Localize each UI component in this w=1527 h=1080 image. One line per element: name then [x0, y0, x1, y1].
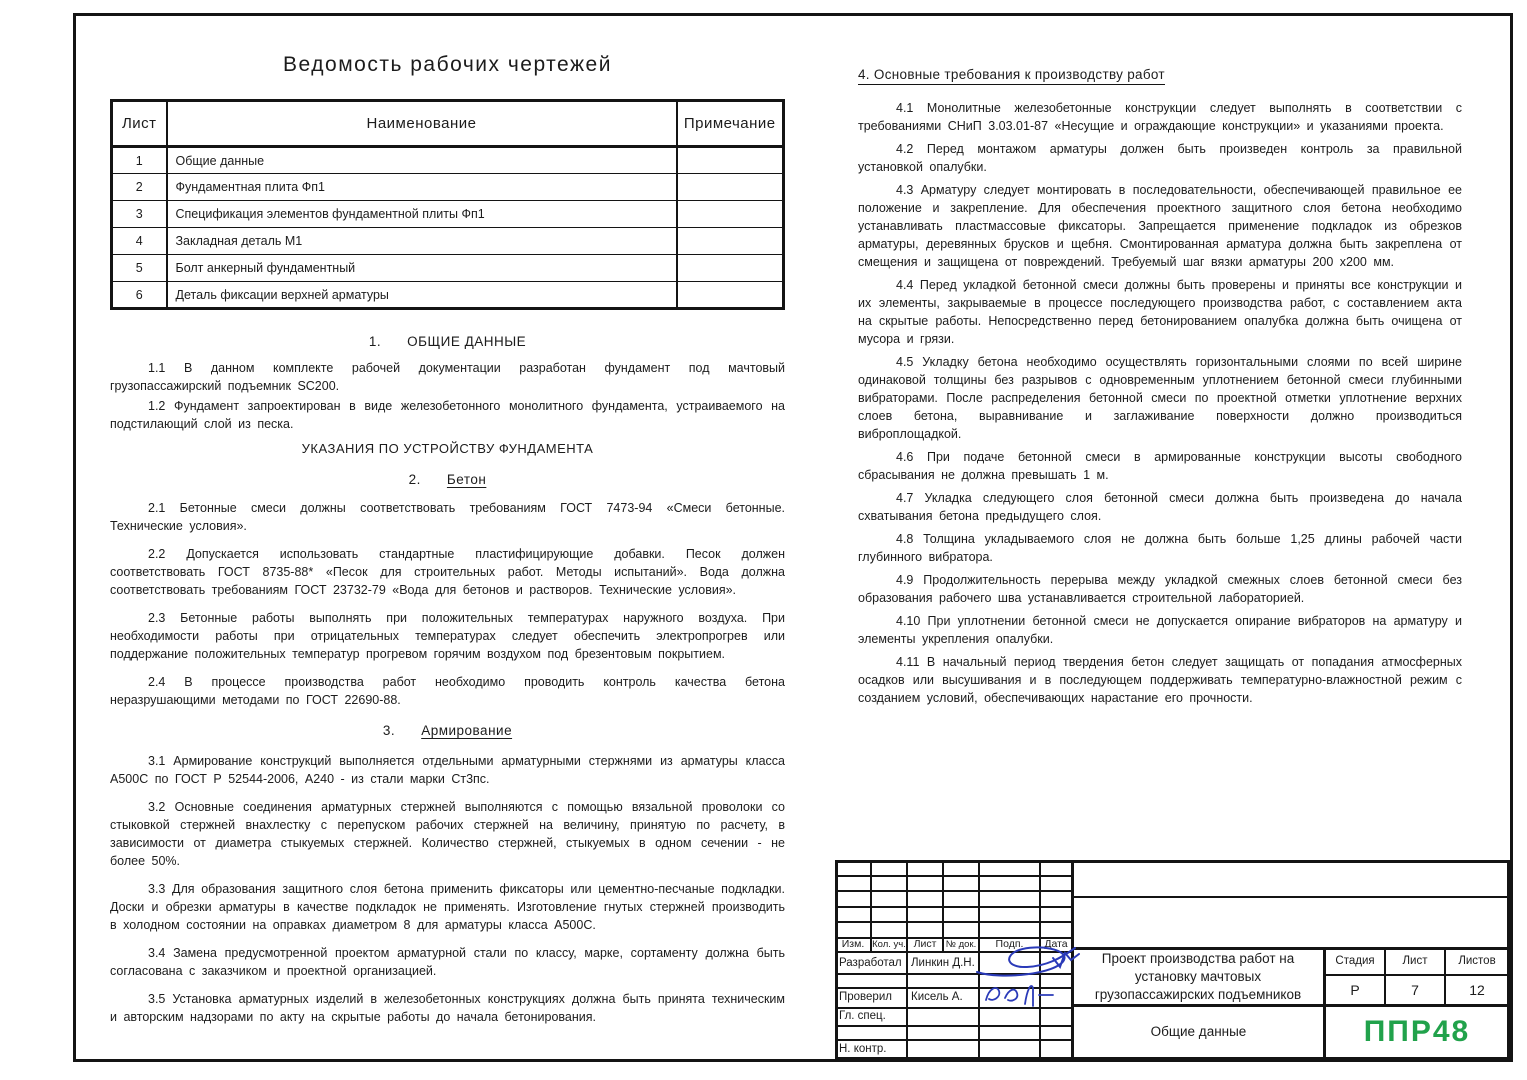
paragraph-1-1: 1.1 В данном комплекте рабочей документации разработан фундамент под мачтовый грузопассажирский подъемник SC200. — [110, 361, 785, 393]
section-2-heading — [110, 472, 785, 487]
grid-line — [835, 875, 1072, 877]
section-number: 1. — [368, 334, 382, 349]
sheet-note — [677, 282, 784, 309]
sheet-number: 1 — [112, 147, 167, 174]
section-3-heading — [110, 723, 785, 738]
paragraph-4-9: 4.9 Продолжительность перерыва между укладкой смежных слоев бетонной смеси без образования рабочего шва устанавливается строительной лабораторией. — [858, 573, 1462, 605]
sheet-number: 5 — [112, 255, 167, 282]
revision-header-izm: Изм. — [841, 938, 865, 950]
instructions-heading: УКАЗАНИЯ ПО УСТРОЙСТВУ ФУНДАМЕНТА — [301, 441, 594, 456]
sheet-number: 6 — [112, 282, 167, 309]
paragraph-4-5: 4.5 Укладку бетона необходимо осуществлять горизонтальными слоями по всей ширине одинаковой толщины без разрывов с одновременным уплотнением бетонной смеси глубинными вибраторами. После распределения бетонной смеси по проектной отметки уплотнение верхних слоев бетона, выравнивание и заглаживание поверхности должно производиться виброплощадкой. — [858, 355, 1462, 441]
paragraph-2-1: 2.1 Бетонные смеси должны соответствовать требованиям ГОСТ 7473-94 «Смеси бетонные. Технические условия». — [110, 501, 785, 533]
paragraph-2-3: 2.3 Бетонные работы выполнять при положительных температурах наружного воздуха. При необходимости работы при отрицательных температурах следует обеспечить электропрогрев или поддержание положительных температур прогревом горячим воздухом под брезентовым покрытием. — [110, 611, 785, 661]
stage-value: Р — [1350, 982, 1360, 998]
paragraph-4-8: 4.8 Толщина укладываемого слоя не должна быть больше 1,25 длины рабочей части глубинного вибратора. — [858, 532, 1462, 564]
grid-line — [835, 1025, 1072, 1027]
paragraph-2-4: 2.4 В процессе производства работ необходимо проводить контроль качества бетона неразрушающими методами по ГОСТ 22690-88. — [110, 675, 785, 707]
sheet-name: Фундаментная плита Фп1 — [167, 174, 677, 201]
table-row — [112, 228, 784, 255]
paragraph-1-2: 1.2 Фундамент запроектирован в виде железобетонного монолитного фундамента, устраиваемого на подстилающий слой из песка. — [110, 399, 785, 431]
project-title: Проект производства работ на установку мачтовых грузопассажирских подъемников — [1094, 951, 1302, 1002]
role-chief-label: Гл. спец. — [839, 1010, 886, 1022]
sheet-note — [677, 228, 784, 255]
paragraph-2-2: 2.2 Допускается использовать стандартные пластифицирующие добавки. Песок должен соответствовать ГОСТ 8735-88* «Песок для строительных работ. Методы испытаний». Вода должна соответствовать требованиям ГОСТ 23732-79 «Вода для бетонов и растворов. Технические условия». — [110, 547, 785, 597]
left-column — [110, 13, 785, 1036]
paragraph-4-4: 4.4 Перед укладкой бетонной смеси должны быть проверены и приняты все конструкции и их элементы, закрываемые в процессе последующего производства работ, с составлением акта на скрытые работы. Непосредственно перед бетонированием опалубка должна быть очищена от мусора и грязи. — [858, 278, 1462, 346]
table-header-row — [112, 101, 784, 147]
section-number: 3. — [382, 723, 396, 738]
grid-line — [835, 890, 1072, 892]
revision-header-sign: Подп. — [995, 938, 1024, 950]
sheet-number: 3 — [112, 201, 167, 228]
paragraph-4-7: 4.7 Укладка следующего слоя бетонной смеси должна быть произведена до начала схватывания бетона предыдущего слоя. — [858, 491, 1462, 523]
sheet-name: Закладная деталь М1 — [167, 228, 677, 255]
paragraph-3-4: 3.4 Замена предусмотренной проектом арматурной стали по классу, марке, сортаменту должна быть согласована с заказчиком и проектной организацией. — [110, 946, 785, 978]
revision-header-list: Лист — [913, 938, 937, 950]
sheets-label: Листов — [1458, 955, 1496, 967]
company-logo: ППР48 — [1363, 1015, 1471, 1048]
column-header-sheet: Лист — [112, 101, 167, 147]
signature-developed-icon — [971, 936, 1083, 984]
paragraph-3-2: 3.2 Основные соединения арматурных стержней выполняются с помощью вязальной проволоки со стыковкой стержней внахлестку с перепуском рабочих стержней на величину, принятую по расчету, в зависимости от диаметра стыкуемых стержней. Количество стержней, стыкуемых в одном сечении - не более 50%. — [110, 800, 785, 868]
paragraph-3-5: 3.5 Установка арматурных изделий в железобетонных конструкциях должна быть принята техническим и авторским надзорами по акту на скрытые работы до начала бетонирования. — [110, 992, 785, 1024]
role-developed-label: Разработал — [839, 957, 902, 969]
sheet-number: 4 — [112, 228, 167, 255]
sheet-value: 7 — [1411, 982, 1419, 998]
section-title: Армирование — [421, 723, 513, 738]
sheet-name: Общие данные — [167, 147, 677, 174]
table-row — [112, 174, 784, 201]
signature-checked-icon — [981, 978, 1061, 1010]
grid-line — [835, 906, 1072, 908]
paragraph-3-1: 3.1 Армирование конструкций выполняется отдельными арматурными стержнями из арматуры класса А500С по ГОСТ Р 52544-2006, А240 - из стали марки Ст3пс. — [110, 754, 785, 786]
sheets-value: 12 — [1469, 982, 1485, 998]
sheet-name: Спецификация элементов фундаментной плиты Фп1 — [167, 201, 677, 228]
sheet-note — [677, 174, 784, 201]
document-name: Общие данные — [1150, 1024, 1247, 1039]
section-title: ОБЩИЕ ДАННЫЕ — [407, 334, 527, 349]
grid-line — [835, 860, 1510, 863]
sheet-number: 2 — [112, 174, 167, 201]
role-normcontrol-label: Н. контр. — [839, 1043, 887, 1055]
table-row — [112, 255, 784, 282]
paragraph-4-3: 4.3 Арматуру следует монтировать в последовательности, обеспечивающей правильное ее положение и закрепление. Для обеспечения проектного защитного слоя бетона необходимо устанавливать пластмассовые фиксаторы. Запрещается применение подкладок из обрезков арматуры, деревянных брусков и щебня. Смонтированная арматура должна быть закреплена от смещения и защищена от повреждений. Требуемый шаг вязки арматуры 200 х200 мм. — [858, 183, 1462, 269]
column-header-name: Наименование — [167, 101, 677, 147]
table-row — [112, 282, 784, 309]
grid-line — [835, 921, 1072, 923]
revision-header-kol: Кол. уч. — [872, 939, 906, 950]
sheet-name: Болт анкерный фундаментный — [167, 255, 677, 282]
sheet-note — [677, 255, 784, 282]
paragraph-4-11: 4.11 В начальный период твердения бетон следует защищать от попадания атмосферных осадков или высушивания и в последующем поддерживать температурно-влажностной режим с созданием условий, обеспечивающих нарастание его прочности. — [858, 655, 1462, 705]
title-block — [835, 860, 1510, 1060]
revision-header-date: Дата — [1044, 938, 1068, 950]
paragraph-4-10: 4.10 При уплотнении бетонной смеси не допускается опирание вибраторов на арматуру и элементы укрепления опалубки. — [858, 614, 1462, 646]
paragraph-4-6: 4.6 При подаче бетонной смеси в армированные конструкции высоты свободного сбрасывания не должна превышать 1 м. — [858, 450, 1462, 482]
stage-label: Стадия — [1335, 955, 1375, 967]
paragraph-4-1: 4.1 Монолитные железобетонные конструкции следует выполнять в соответствии с требованиями СНиП 3.03.01-87 «Несущие и ограждающие конструкции» и указаниями проекта. — [858, 101, 1462, 133]
section-number: 2. — [408, 472, 421, 487]
right-column — [858, 66, 1462, 712]
section-title: Бетон — [446, 472, 487, 487]
sheet-name: Деталь фиксации верхней арматуры — [167, 282, 677, 309]
role-checked-label: Проверил — [839, 991, 892, 1003]
revision-header-doc: № док. — [945, 939, 977, 950]
sheet-label: Лист — [1402, 955, 1428, 967]
paragraph-3-3: 3.3 Для образования защитного слоя бетона применить фиксаторы или цементно-песчаные подкладки. Доски и обрезки арматуры в качестве подкладок не применять. Изготовление гнутых стержней производить в холодном состоянии на оправках диаметром 8 для арматуры класса А500С. — [110, 882, 785, 932]
drawing-list-table — [110, 99, 785, 310]
page-title: Ведомость рабочих чертежей — [283, 53, 612, 76]
grid-line — [1071, 896, 1510, 898]
column-header-note: Примечание — [677, 101, 784, 147]
section-1-heading — [110, 334, 785, 349]
role-checked-name: Кисель А. — [911, 991, 963, 1003]
paragraph-4-2: 4.2 Перед монтажом арматуры должен быть произведен контроль за правильной установкой опалубки. — [858, 142, 1462, 174]
sheet-note — [677, 147, 784, 174]
section-4-heading: 4. Основные требования к производству работ — [858, 67, 1165, 85]
table-row — [112, 201, 784, 228]
table-row — [112, 147, 784, 174]
role-developed-name: Линкин Д.Н. — [911, 957, 975, 969]
sheet-note — [677, 201, 784, 228]
